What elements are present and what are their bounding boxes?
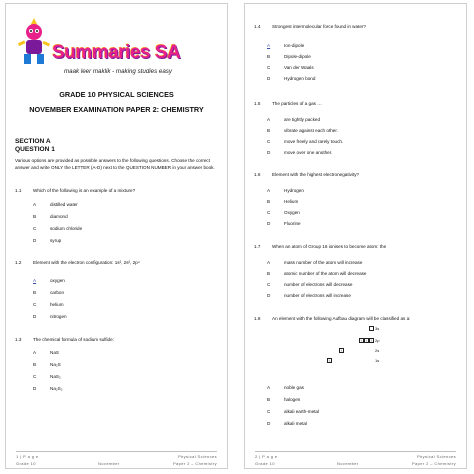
orbital-label: 1s <box>375 358 380 363</box>
option-text: alkali earth-metal <box>284 409 319 414</box>
orbital-box: ↑↓ <box>365 338 369 343</box>
page-title: GRADE 10 PHYSICAL SCIENCES <box>59 90 174 99</box>
option-letter: B <box>267 397 271 402</box>
question-number: 1.8 <box>254 316 261 321</box>
option-text: vibrate against each other. <box>284 128 338 133</box>
option-text: Helium <box>284 199 299 204</box>
orbital-box: ↑↓ <box>328 358 332 363</box>
option-text: NaS₂ <box>50 374 61 379</box>
footer-subject: Physical Sciences <box>177 454 217 459</box>
question-text: The chemical formula of sodium sulfide: <box>33 337 114 342</box>
option-text: Dipole-dipole <box>284 54 311 59</box>
option-letter: A <box>267 43 271 48</box>
section-heading: SECTION A <box>15 138 51 145</box>
option-letter: B <box>33 214 37 219</box>
exam-page-2 <box>244 3 467 469</box>
question-number: 1.4 <box>254 24 261 29</box>
page-subtitle: NOVEMBER EXAMINATION PAPER 2: CHEMISTRY <box>29 105 204 114</box>
option-letter: B <box>267 199 271 204</box>
question-text: When an atom of Group 16 ionises to become atom: the <box>272 244 387 249</box>
option-letter: C <box>267 210 271 215</box>
option-letter: C <box>267 65 271 70</box>
option-text: Van der Waals <box>284 65 314 70</box>
option-text: Oxygen <box>284 210 300 215</box>
option-text: syrup <box>50 238 62 243</box>
option-text: diamond <box>50 214 68 219</box>
option-text: number of electrons will decrease <box>284 282 353 287</box>
option-text: sodium chloride <box>50 226 83 231</box>
option-text: oxygen <box>50 278 65 283</box>
option-letter: A <box>267 188 271 193</box>
option-text: move over one another. <box>284 150 333 155</box>
footer-divider <box>16 451 217 452</box>
footer-grade: Grade 10 <box>255 461 275 466</box>
option-letter: D <box>267 150 271 155</box>
option-letter: D <box>267 421 271 426</box>
orbital-label: 2p <box>375 338 380 343</box>
option-letter: D <box>267 76 271 81</box>
option-text: halogen <box>284 397 301 402</box>
footer-month: November <box>337 461 359 466</box>
footer-page-number: 2 | P a g e <box>255 454 278 459</box>
option-letter: A <box>267 260 271 265</box>
option-letter: D <box>267 293 271 298</box>
option-text: Hydrogen <box>284 188 304 193</box>
option-text: NaS <box>50 350 59 355</box>
option-text: number of electrons will increase <box>284 293 351 298</box>
question-number: 1.2 <box>15 260 22 265</box>
option-letter: B <box>33 290 37 295</box>
question-text: Element with the highest electronegativity? <box>272 172 360 177</box>
question-heading: QUESTION 1 <box>15 146 55 153</box>
option-letter: A <box>33 350 37 355</box>
option-letter: B <box>267 54 271 59</box>
option-letter: D <box>33 238 37 243</box>
option-text: are tightly packed <box>284 117 321 122</box>
option-letter: B <box>33 362 37 367</box>
question-text: Strongest intermolecular force found in water? <box>272 24 366 29</box>
footer-paper: Paper 2 – Chemistry <box>411 461 456 466</box>
option-letter: C <box>267 139 271 144</box>
question-number: 1.5 <box>254 101 261 106</box>
question-number: 1.1 <box>15 188 22 193</box>
option-letter: C <box>33 226 37 231</box>
logo-tagline: maak leer maklik - making studies easy <box>64 68 172 75</box>
option-letter: C <box>267 409 271 414</box>
option-letter: D <box>33 386 37 391</box>
option-text: helium <box>50 302 64 307</box>
option-letter: D <box>33 314 37 319</box>
option-text: noble gas <box>284 385 304 390</box>
question-number: 1.3 <box>15 337 22 342</box>
footer-month: November <box>98 461 120 466</box>
option-letter: D <box>267 221 271 226</box>
option-letter: C <box>33 302 37 307</box>
orbital-label: 2s <box>375 348 380 353</box>
option-text: Ion-dipole <box>284 43 305 48</box>
orbital-box <box>369 326 374 331</box>
option-letter: A <box>33 278 37 283</box>
exam-page-1 <box>5 3 228 469</box>
orbital-label: 3s <box>375 326 380 331</box>
option-letter: A <box>33 202 37 207</box>
option-text: atomic number of the atom will decrease <box>284 271 367 276</box>
option-letter: A <box>267 117 271 122</box>
logo-wordmark: Summaries SA <box>52 42 181 63</box>
question-text: Element with the electron configuration: 1s², 2s², 2p⁴ <box>33 260 140 265</box>
option-text: mass number of the atom will increase <box>284 260 363 265</box>
option-letter: C <box>267 282 271 287</box>
option-letter: B <box>267 128 271 133</box>
option-letter: C <box>33 374 37 379</box>
footer-paper: Paper 2 – Chemistry <box>172 461 217 466</box>
question-number: 1.6 <box>254 172 261 177</box>
option-letter: B <box>267 271 271 276</box>
option-text: Na₂S₂ <box>50 386 63 391</box>
option-text: Fluorine <box>284 221 301 226</box>
option-text: alkali metal <box>284 421 307 426</box>
aufbau-diagram <box>327 326 397 376</box>
orbital-box: ↑↓ <box>340 348 344 353</box>
question-text: The particles of a gas … <box>272 101 322 106</box>
question-text: Which of the following is an example of a mixture? <box>33 188 136 193</box>
orbital-box: ↑↓ <box>370 338 374 343</box>
footer-divider <box>255 451 456 452</box>
option-text: Na₂S <box>50 362 61 367</box>
footer-grade: Grade 10 <box>16 461 36 466</box>
footer-page-number: 1 | P a g e <box>16 454 39 459</box>
option-text: distilled water <box>50 202 78 207</box>
option-text: move freely and rarely touch. <box>284 139 344 144</box>
option-text: carbon <box>50 290 65 295</box>
question-text: An element with the following Aufbau diagram will be classified as a: <box>272 316 411 321</box>
option-text: nitrogen <box>50 314 67 319</box>
option-text: Hydrogen bond <box>284 76 316 81</box>
instructions: Various options are provided as possible answers to the following questions. Choose the correct answer and write ONLY the LETTER (A-D) next to the QUESTION NUMBER in your answer book. <box>15 158 215 170</box>
option-letter: A <box>267 385 271 390</box>
footer-subject: Physical Sciences <box>416 454 456 459</box>
question-number: 1.7 <box>254 244 261 249</box>
orbital-box: ↑↓ <box>360 338 364 343</box>
